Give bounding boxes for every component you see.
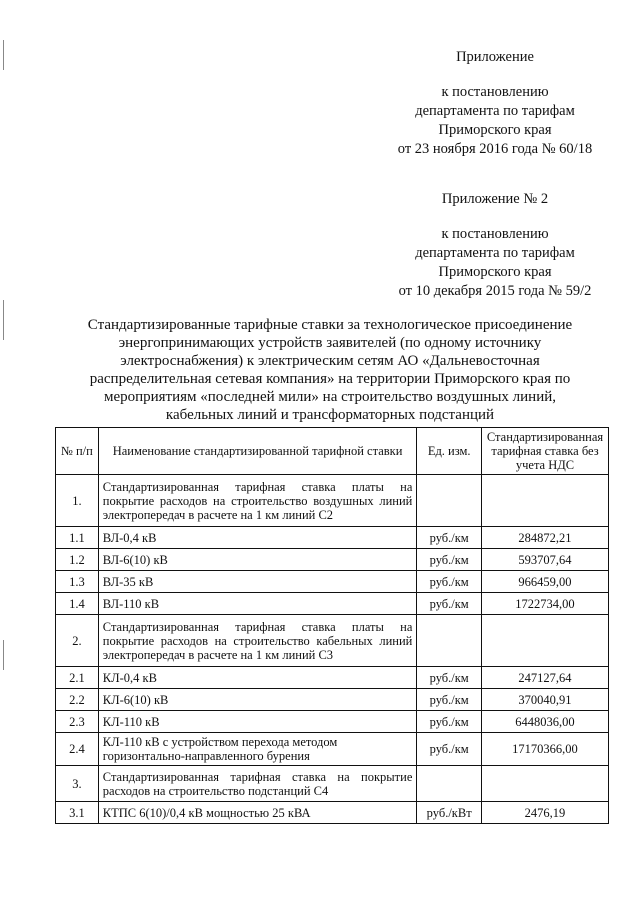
cell-unit: руб./км: [417, 571, 482, 593]
annex-header-2: [380, 190, 610, 301]
cell-name: КЛ-110 кВ: [98, 711, 417, 733]
cell-rate: 6448036,00: [481, 711, 608, 733]
cell-unit: руб./кВт: [417, 802, 482, 824]
annex-1-line: от 23 ноября 2016 года № 60/18: [397, 141, 593, 157]
cell-unit: руб./км: [417, 527, 482, 549]
cell-rate: 370040,91: [481, 689, 608, 711]
annex-1-title: Приложение: [456, 49, 534, 65]
cell-num: 1.1: [56, 527, 99, 549]
annex-2-line: от 10 декабря 2015 года № 59/2: [398, 283, 592, 299]
table-group-row: [56, 766, 609, 802]
annex-2-title: Приложение № 2: [441, 191, 549, 207]
cell-num: 3.1: [56, 802, 99, 824]
annex-2-line: к постановлению: [441, 226, 549, 242]
cell-unit: руб./км: [417, 711, 482, 733]
annex-header-1: [380, 48, 610, 159]
cell-unit: руб./км: [417, 733, 482, 766]
document-title-line: Стандартизированные тарифные ставки за технологическое присоединение: [87, 317, 573, 333]
header-unit: Ед. изм.: [417, 428, 482, 475]
cell-num: 1.: [56, 475, 99, 527]
cell-name: ВЛ-6(10) кВ: [98, 549, 417, 571]
cell-rate: [481, 475, 608, 527]
table-row: [56, 733, 609, 766]
cell-num: 1.4: [56, 593, 99, 615]
annex-1-line: департамента по тарифам: [415, 103, 575, 119]
table-group-row: [56, 615, 609, 667]
cell-unit: руб./км: [417, 593, 482, 615]
cell-num: 2.2: [56, 689, 99, 711]
cell-rate: 593707,64: [481, 549, 608, 571]
cell-unit: руб./км: [417, 689, 482, 711]
annex-1-line: Приморского края: [438, 122, 552, 138]
cell-num: 2.4: [56, 733, 99, 766]
tariff-rates-table: [55, 427, 609, 824]
cell-name: ВЛ-0,4 кВ: [98, 527, 417, 549]
document-title-line: электроснабжения) к электрическим сетям АО «Дальневосточная: [120, 353, 540, 369]
cell-unit: [417, 766, 482, 802]
table-row: [56, 802, 609, 824]
annex-2-line: Приморского края: [438, 264, 552, 280]
cell-unit: [417, 475, 482, 527]
cell-name: Стандартизированная тарифная ставка платы на покрытие расходов на строительство кабельных линий электропередач в расчете на 1 км линий С3: [98, 615, 417, 667]
table-row: [56, 549, 609, 571]
cell-name: Стандартизированная тарифная ставка на покрытие расходов на строительство подстанций С4: [98, 766, 417, 802]
cell-rate: [481, 766, 608, 802]
cell-rate: 2476,19: [481, 802, 608, 824]
cell-rate: 17170366,00: [481, 733, 608, 766]
table-header-row: [56, 428, 609, 475]
cell-rate: 966459,00: [481, 571, 608, 593]
cell-num: 2.3: [56, 711, 99, 733]
annex-2-line: департамента по тарифам: [415, 245, 575, 261]
cell-rate: 1722734,00: [481, 593, 608, 615]
cell-num: 2.: [56, 615, 99, 667]
cell-name: ВЛ-110 кВ: [98, 593, 417, 615]
cell-rate: 284872,21: [481, 527, 608, 549]
cell-unit: [417, 615, 482, 667]
header-name: Наименование стандартизированной тарифной ставки: [98, 428, 417, 475]
cell-rate: [481, 615, 608, 667]
table-row: [56, 689, 609, 711]
cell-name: КЛ-110 кВ с устройством перехода методом горизонтально-направленного бурения: [98, 733, 417, 766]
cell-num: 2.1: [56, 667, 99, 689]
cell-unit: руб./км: [417, 667, 482, 689]
document-title-line: распределительная сетевая компания» на территории Приморского края по: [89, 371, 571, 387]
cell-name: Стандартизированная тарифная ставка платы на покрытие расходов на строительство воздушных линий электропередач в расчете на 1 км линий С2: [98, 475, 417, 527]
document-title-line: мероприятиям «последней мили» на строительство воздушных линий,: [103, 389, 557, 405]
table-row: [56, 593, 609, 615]
cell-num: 1.2: [56, 549, 99, 571]
table-row: [56, 571, 609, 593]
cell-name: КТПС 6(10)/0,4 кВ мощностью 25 кВА: [98, 802, 417, 824]
annex-1-line: к постановлению: [441, 84, 549, 100]
document-title: [70, 316, 590, 424]
document-title-line: энергопринимающих устройств заявителей (по одному источнику: [118, 335, 542, 351]
header-num: № п/п: [56, 428, 99, 475]
table-group-row: [56, 475, 609, 527]
cell-name: КЛ-0,4 кВ: [98, 667, 417, 689]
cell-name: ВЛ-35 кВ: [98, 571, 417, 593]
cell-num: 1.3: [56, 571, 99, 593]
table-row: [56, 667, 609, 689]
cell-name: КЛ-6(10) кВ: [98, 689, 417, 711]
document-title-line: кабельных линий и трансформаторных подстанций: [165, 407, 495, 423]
scan-edge-marks: [3, 0, 5, 905]
cell-unit: руб./км: [417, 549, 482, 571]
header-rate: Стандартизированная тарифная ставка без учета НДС: [481, 428, 608, 475]
table-row: [56, 527, 609, 549]
cell-rate: 247127,64: [481, 667, 608, 689]
table-row: [56, 711, 609, 733]
cell-num: 3.: [56, 766, 99, 802]
